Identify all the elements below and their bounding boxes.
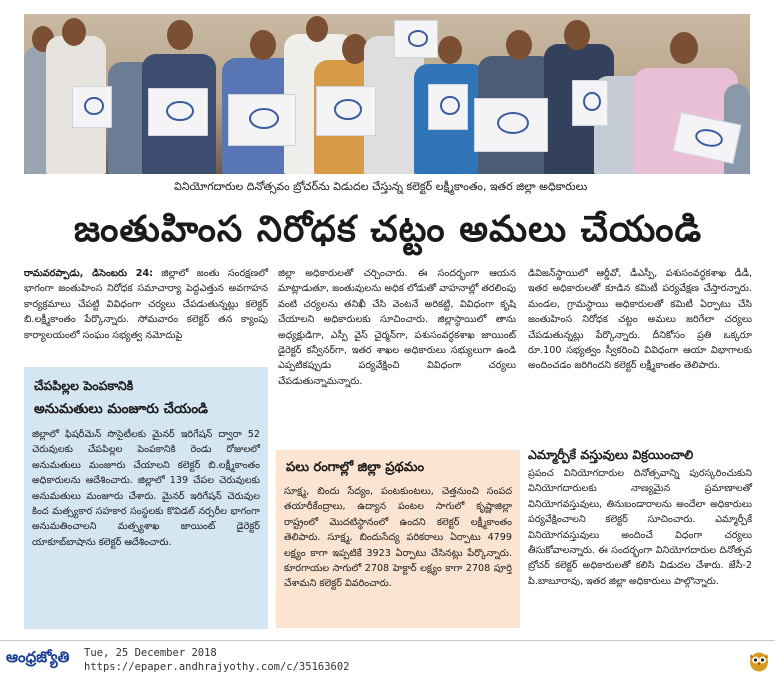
headline: జంతుహింస నిరోధక చట్టం అమలు చేయండి [73, 209, 703, 250]
district-box-text: సూక్ష్మ, బిందు సేద్యం, పంటకుంటలు, చెత్తనుంచి సంపద తయారీకేంద్రాలు, ఉద్యాన పంటల సాగులో కృష్ణాజిల్లా రాష్ట్రంలో మొదటిస్థానంలో ఉందని కలెక్టర్ లక్ష్మీకాంతం తెలిపారు. సూక్ష్మ, బిందుసేద్య పరికరాలు ఏర్పాటు 4799 లక్ష్యం కాగా ఇప్పటికే 3923 ఏర్పాటు చేసినట్లు పేర్కొన్నారు. కూరగాయల సాగులో 2708 హెక్టార్ లక్ష్యం కాగా 2708 పూర్తి చేశామని కలెక్టర్ వివరించారు. [284, 486, 512, 590]
andhrajyothy-logo: ఆంధ్రజ్యోతి [6, 648, 70, 666]
fish-box-title-line1: చేపపిల్లల పెంపకానికి [34, 378, 134, 393]
owl-icon [748, 648, 770, 672]
article-text-3: డివిజన్‌స్థాయిలో ఆర్డీవో, డీఎస్పీ, పశుసంవర్ధకశాఖ డీడీ, ఇతర అధికారులతో కూడిన కమిటీ పర్యవేక్షణ చేస్తారన్నారు. మండల, గ్రామస్థాయి అధికారులతో కమిటీ ఏర్పాటు చేసి జంతుహింస నిరోధక చట్టం అమలు జరిగేలా చర్యలు చేపడుతున్నట్లు పేర్కొన్నారు. దీనికోసం ప్రతి ఒక్కరూ రూ.100 సభ్యత్వం స్వీకరించి వివిధంగా ఆయా విభాగాలకు అందించడం జరిగిందని కలెక్టర్ లక్ష్మీకాంతం తెలిపారు. [528, 268, 752, 372]
source-url[interactable]: https://epaper.andhrajyothy.com/c/35163602 [84, 661, 350, 673]
mrp-section-text: ప్రపంచ వినియోగదారుల దినోత్సవాన్ని పురస్కరించుకుని వినియోగదారులకు నాణ్యమైన ప్రమాణాలతో వినియోగవస్తువులు, తినుబండారాలను అందేలా అధికారులు పర్యవేక్షించాలని కలెక్టర్ సూచించారు. ఎమ్మార్పీకే వినియోగవస్తువులు అందించే విధంగా చర్యలు తీసుకోవాలన్నారు. ఈ సందర్భంగా వినియోగదారుల దినోత్సవ బ్రోచర్ కలెక్టర్ అధికారులతో కలిసి విడుదల చేశారు. జేసీ-2 పి.బాబూరావు, ఇతర జిల్లా అధికారులు పాల్గొన్నారు. [528, 468, 752, 587]
article-text-1: జిల్లాలో జంతు సంరక్షణలో భాగంగా జంతుహింస నిరోధక సమాచార్యా పెద్దఎత్తున అవగాహన కార్యక్రమాలు చేపట్టి వివిధంగా చర్యలు చేపడుతున్నట్లు కలెక్టర్ బి.లక్ష్మీకాంతం పేర్కొన్నారు. సోమవారం కలెక్టర్ తన క్యాంపు కార్యాలయంలో సంఘం సభ్యత్వ నమోదుపై [24, 268, 268, 341]
footer [0, 644, 775, 676]
footer-meta [84, 646, 350, 674]
photo-caption: వినియోగదారుల దినోత్సవం బ్రోచర్‌ను విడుదల చేస్తున్న కలెక్టర్ లక్ష్మీకాంతం, ఇతర జిల్లా అధికారులు [24, 176, 750, 198]
newspaper-clipping [18, 10, 758, 632]
dateline: రామవరప్పాడు, డిసెంబరు 24: [24, 268, 153, 279]
district-box-title: పలు రంగాల్లో జిల్లా ప్రథమం [286, 460, 425, 475]
fish-box-title-line2: అనుమతులు మంజూరు చేయండి [34, 401, 209, 417]
article-column-3 [528, 266, 752, 374]
news-photo [24, 14, 750, 174]
footer-divider [0, 640, 775, 641]
fish-box-text: జిల్లాలో ఫిషరీమెన్ సొసైటీలకు మైనర్ ఇరిగేషన్ ద్వారా 52 చెరువులకు చేపపిల్లల పెంపకానికి రెండు రోజులలో అనుమతులు మంజూరు చేయాలని కలెక్టర్ బి.లక్ష్మీకాంతం అధికారులను ఆదేశించారు. జిల్లాలో 139 చేపల చెరువులకు అనుమతులు మంజూరు చేశారు. మైనర్ ఇరిగేషన్ చెరువుల కింద మత్స్యకార సహకార సంస్థలకు కొవిడల్ నర్సరీల భాగంగా అనుమతించాలని మత్స్యశాఖ జాయింట్ డైరెక్టర్ యాకూబ్‌బాషాను కలెక్టర్ ఆదేశించారు. [32, 429, 260, 548]
article-column-2 [278, 266, 516, 389]
mrp-section-title: ఎమ్మార్పీకే వస్తువులు విక్రయించాలి [528, 447, 694, 462]
fish-farming-box [24, 367, 268, 629]
print-date: Tue, 25 December 2018 [84, 647, 217, 659]
district-first-box [276, 450, 520, 628]
article-column-1 [24, 266, 268, 343]
article-text-2: జిల్లా అధికారులతో చర్చించారు. ఈ సందర్భంగా ఆయన మాట్లాడుతూ, జంతువులను అధిక లోడుతో వాహనాల్లో తరలింపు వంటి చర్యలను తనిఖీ చేసి వెంటనే అరికట్టి, వివిధంగా కృషి చేయాలని అధికారులకు సూచించారు. జిల్లాస్థాయిలో తాను అధ్యక్షుడిగా, ఎస్పీ వైస్ చైర్మన్‌గా, పశుసంవర్ధకశాఖ జాయింట్ డైరెక్టర్ కన్వీనర్‌గా, ఇతర శాఖల అధికారులు సభ్యులుగా ఉండి ఎప్పటికప్పుడు పర్యవేక్షించి వివిధంగా చర్యలు చేపడుతున్నామన్నారు. [278, 268, 516, 387]
mrp-section [528, 444, 752, 589]
